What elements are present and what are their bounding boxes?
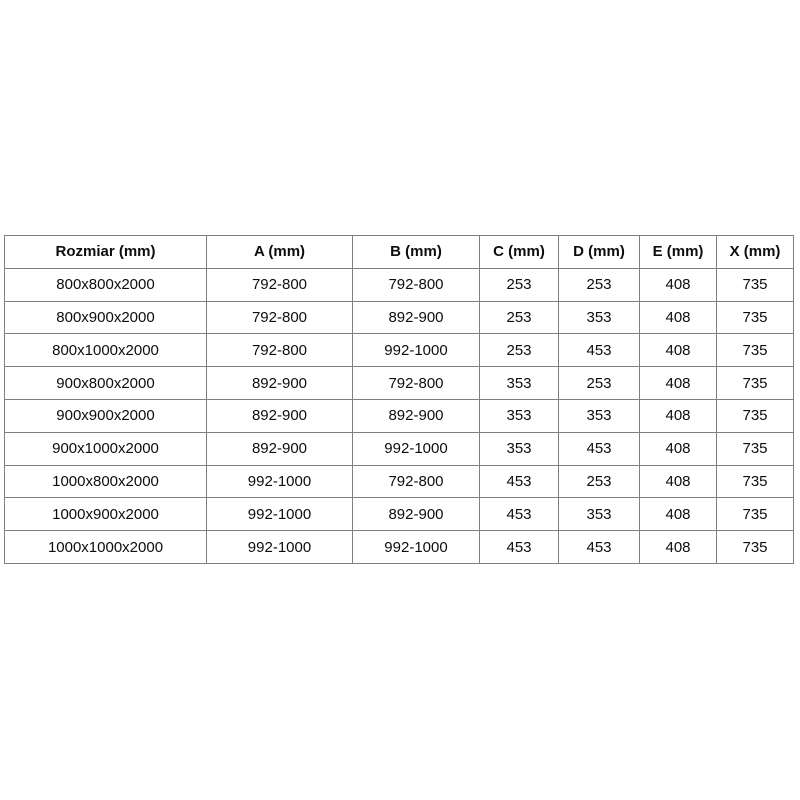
table-cell: 900x800x2000 bbox=[5, 367, 207, 400]
table-cell: 253 bbox=[480, 301, 559, 334]
table-cell: 992-1000 bbox=[353, 432, 480, 465]
table-cell: 735 bbox=[717, 498, 794, 531]
table-cell: 253 bbox=[559, 465, 640, 498]
table-cell: 735 bbox=[717, 531, 794, 564]
table-cell: 992-1000 bbox=[207, 498, 353, 531]
table-cell: 1000x800x2000 bbox=[5, 465, 207, 498]
table-row bbox=[5, 367, 794, 400]
dimension-table-container bbox=[4, 235, 794, 564]
table-cell: 992-1000 bbox=[353, 531, 480, 564]
table-cell: 408 bbox=[640, 301, 717, 334]
table-cell: 353 bbox=[480, 367, 559, 400]
header-cell-b: B (mm) bbox=[353, 236, 480, 269]
table-cell: 992-1000 bbox=[207, 531, 353, 564]
table-cell: 253 bbox=[480, 334, 559, 367]
table-cell: 800x900x2000 bbox=[5, 301, 207, 334]
table-cell: 353 bbox=[480, 432, 559, 465]
header-row bbox=[5, 236, 794, 269]
table-cell: 735 bbox=[717, 367, 794, 400]
table-cell: 453 bbox=[559, 334, 640, 367]
table-cell: 253 bbox=[480, 268, 559, 301]
table-cell: 992-1000 bbox=[207, 465, 353, 498]
table-cell: 1000x900x2000 bbox=[5, 498, 207, 531]
table-cell: 735 bbox=[717, 268, 794, 301]
table-cell: 792-800 bbox=[353, 465, 480, 498]
table-cell: 408 bbox=[640, 465, 717, 498]
table-cell: 735 bbox=[717, 334, 794, 367]
table-cell: 900x900x2000 bbox=[5, 399, 207, 432]
table-cell: 792-800 bbox=[207, 268, 353, 301]
table-cell: 408 bbox=[640, 498, 717, 531]
table-cell: 735 bbox=[717, 432, 794, 465]
table-cell: 408 bbox=[640, 367, 717, 400]
table-cell: 408 bbox=[640, 531, 717, 564]
table-cell: 900x1000x2000 bbox=[5, 432, 207, 465]
header-cell-a: A (mm) bbox=[207, 236, 353, 269]
header-cell-e: E (mm) bbox=[640, 236, 717, 269]
table-cell: 408 bbox=[640, 432, 717, 465]
table-cell: 453 bbox=[480, 498, 559, 531]
table-cell: 892-900 bbox=[353, 301, 480, 334]
table-cell: 800x1000x2000 bbox=[5, 334, 207, 367]
table-cell: 892-900 bbox=[207, 367, 353, 400]
table-row bbox=[5, 432, 794, 465]
table-cell: 992-1000 bbox=[353, 334, 480, 367]
table-cell: 353 bbox=[480, 399, 559, 432]
table-cell: 735 bbox=[717, 465, 794, 498]
table-cell: 408 bbox=[640, 334, 717, 367]
table-row bbox=[5, 531, 794, 564]
table-cell: 453 bbox=[480, 531, 559, 564]
table-cell: 453 bbox=[559, 531, 640, 564]
table-row bbox=[5, 334, 794, 367]
header-cell-c: C (mm) bbox=[480, 236, 559, 269]
table-cell: 892-900 bbox=[207, 399, 353, 432]
table-row bbox=[5, 498, 794, 531]
table-cell: 892-900 bbox=[353, 399, 480, 432]
table-cell: 353 bbox=[559, 301, 640, 334]
table-cell: 792-800 bbox=[207, 301, 353, 334]
table-cell: 792-800 bbox=[353, 268, 480, 301]
table-cell: 1000x1000x2000 bbox=[5, 531, 207, 564]
table-cell: 892-900 bbox=[353, 498, 480, 531]
table-cell: 353 bbox=[559, 399, 640, 432]
table-cell: 408 bbox=[640, 399, 717, 432]
header-cell-d: D (mm) bbox=[559, 236, 640, 269]
table-row bbox=[5, 465, 794, 498]
table-cell: 892-900 bbox=[207, 432, 353, 465]
table-cell: 253 bbox=[559, 367, 640, 400]
dimension-table bbox=[4, 235, 794, 564]
table-row bbox=[5, 399, 794, 432]
header-cell-x: X (mm) bbox=[717, 236, 794, 269]
table-cell: 792-800 bbox=[207, 334, 353, 367]
header-cell-rozmiar: Rozmiar (mm) bbox=[5, 236, 207, 269]
table-cell: 408 bbox=[640, 268, 717, 301]
table-cell: 800x800x2000 bbox=[5, 268, 207, 301]
table-cell: 453 bbox=[480, 465, 559, 498]
table-row bbox=[5, 301, 794, 334]
table-cell: 353 bbox=[559, 498, 640, 531]
table-cell: 735 bbox=[717, 399, 794, 432]
table-cell: 735 bbox=[717, 301, 794, 334]
table-cell: 792-800 bbox=[353, 367, 480, 400]
table-cell: 453 bbox=[559, 432, 640, 465]
table-cell: 253 bbox=[559, 268, 640, 301]
table-row bbox=[5, 268, 794, 301]
